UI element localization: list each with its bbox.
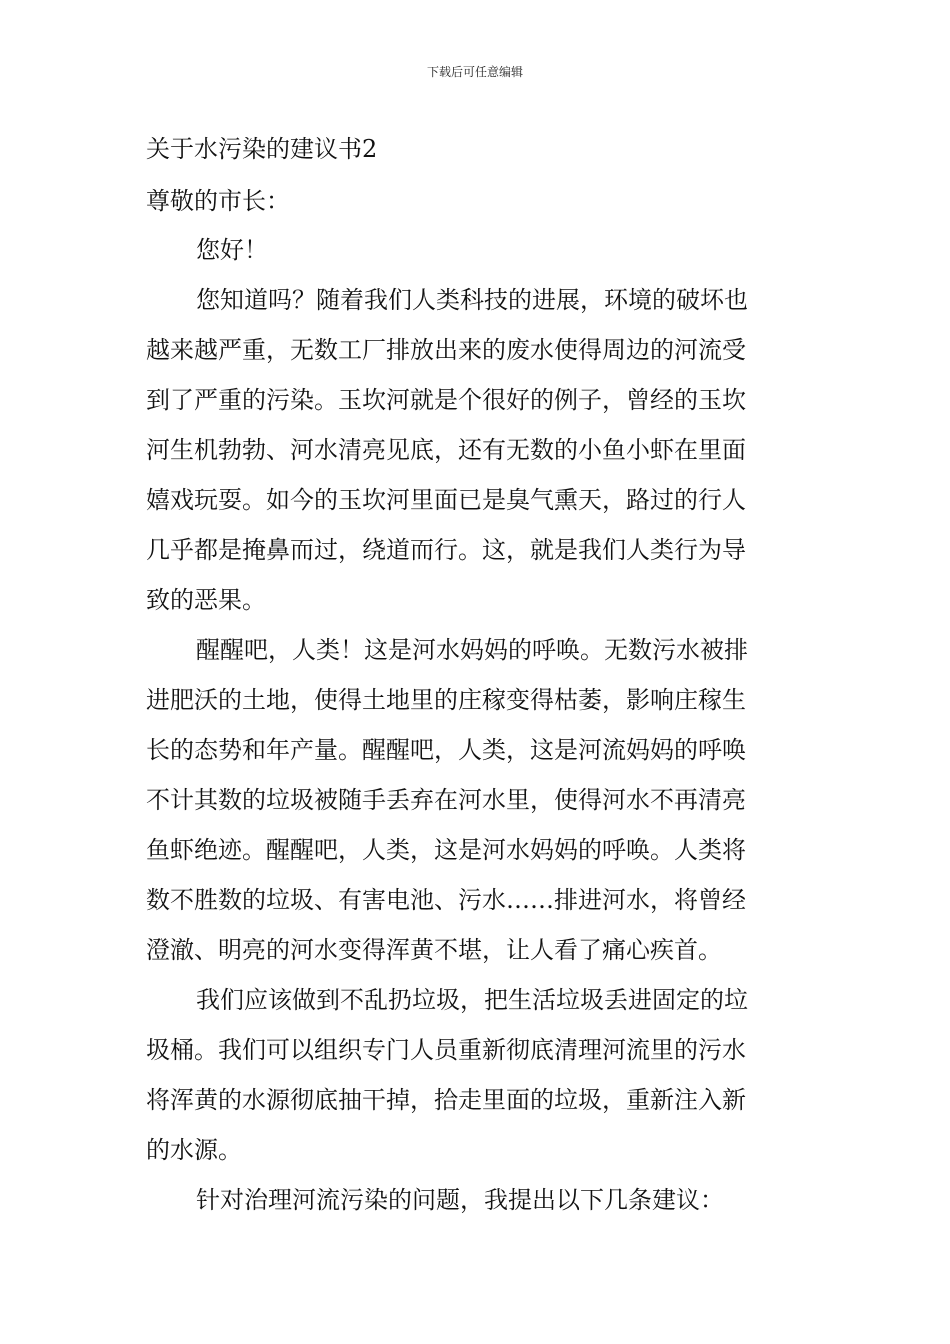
paragraph-line: 河生机勃勃、河水清亮见底，还有无数的小鱼小虾在里面 xyxy=(146,436,746,464)
paragraph-line: 到了严重的污染。玉坎河就是个很好的例子，曾经的玉坎 xyxy=(146,386,746,414)
paragraph-line: 长的态势和年产量。醒醒吧，人类，这是河流妈妈的呼唤 xyxy=(146,736,746,764)
page-header-note: 下载后可任意编辑 xyxy=(426,65,523,79)
salutation: 尊敬的市长： xyxy=(146,187,290,215)
paragraph-line: 我们应该做到不乱扔垃圾，把生活垃圾丢进固定的垃 xyxy=(196,986,748,1014)
paragraph-line: 嬉戏玩耍。如今的玉坎河里面已是臭气熏天，路过的行人 xyxy=(146,486,746,514)
paragraph-line: 几乎都是掩鼻而过，绕道而行。这，就是我们人类行为导 xyxy=(146,536,746,564)
paragraph-line: 醒醒吧，人类！这是河水妈妈的呼唤。无数污水被排 xyxy=(196,636,748,664)
paragraph-line: 您知道吗？随着我们人类科技的进展，环境的破坏也 xyxy=(196,286,748,314)
paragraph-line: 的水源。 xyxy=(146,1136,242,1164)
paragraph-line: 鱼虾绝迹。醒醒吧，人类，这是河水妈妈的呼唤。人类将 xyxy=(146,836,746,864)
paragraph-line: 针对治理河流污染的问题，我提出以下几条建议： xyxy=(196,1186,724,1214)
paragraph-line: 将浑黄的水源彻底抽干掉，拾走里面的垃圾，重新注入新 xyxy=(146,1086,746,1114)
paragraph-line: 圾桶。我们可以组织专门人员重新彻底清理河流里的污水 xyxy=(146,1036,746,1064)
document-title: 关于水污染的建议书2 xyxy=(146,135,378,163)
paragraph-line: 不计其数的垃圾被随手丢弃在河水里，使得河水不再清亮 xyxy=(146,786,746,814)
paragraph-line: 澄澈、明亮的河水变得浑黄不堪，让人看了痛心疾首。 xyxy=(146,936,722,964)
paragraph-line: 数不胜数的垃圾、有害电池、污水……排进河水，将曾经 xyxy=(146,886,746,914)
paragraph-line: 进肥沃的土地，使得土地里的庄稼变得枯萎，影响庄稼生 xyxy=(146,686,746,714)
paragraph-line: 致的恶果。 xyxy=(146,586,266,614)
paragraph-line: 越来越严重，无数工厂排放出来的废水使得周边的河流受 xyxy=(146,336,746,364)
greeting: 您好！ xyxy=(196,236,268,264)
